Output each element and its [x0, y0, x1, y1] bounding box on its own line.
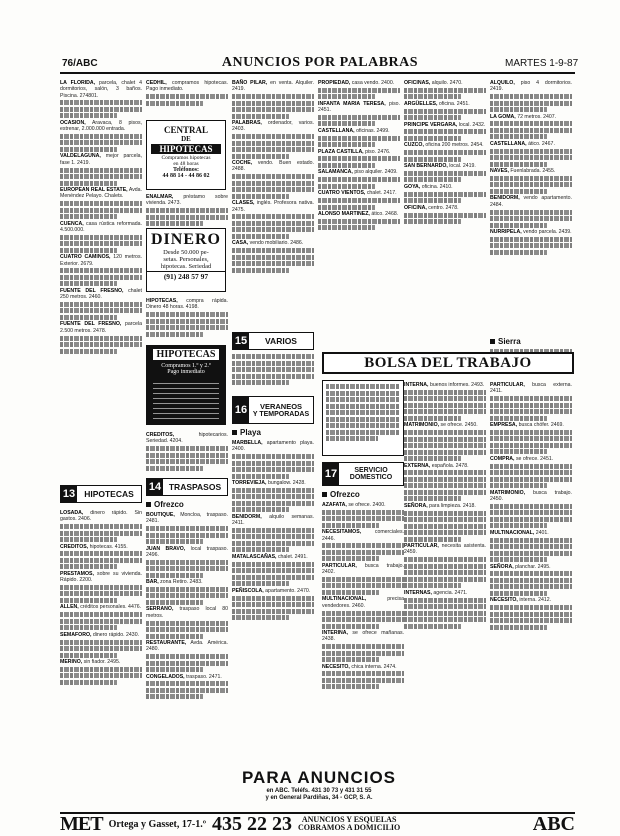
ad-body: chalet. 2491.	[277, 553, 308, 560]
column-2-top	[146, 80, 228, 107]
classified-ad	[232, 588, 314, 594]
classified-ad	[318, 169, 400, 175]
column-2-lower	[146, 512, 228, 701]
classified-ad	[60, 571, 142, 584]
subhead-sierra: Sierra	[490, 337, 521, 346]
ad-heading: PROPIEDAD,	[318, 80, 351, 86]
column-5	[404, 80, 486, 226]
ad-body: alquilo semanas. 2411.	[232, 513, 314, 527]
page-label: 76/ABC	[62, 58, 98, 69]
ad-body: 2401.	[535, 529, 549, 536]
column-4	[318, 80, 400, 232]
ad-body: apartamento. 2470.	[265, 587, 311, 594]
ad-body: vendo mobiliario. 2486.	[249, 240, 304, 247]
classified-ad	[232, 480, 314, 486]
ad-heading: SERRANO,	[146, 606, 174, 613]
classified-ad: HIPOTECAS, compra rápida. Dinero 48 horas. 4198.	[146, 298, 228, 311]
classified-ad	[60, 510, 142, 523]
classified-ad	[404, 80, 486, 86]
ad-body: Aravaca, 8 pisos, estrenar, 2.000.000 entrada.	[60, 119, 143, 133]
classified-ad	[404, 503, 486, 509]
ad-heading: OFICINAS,	[404, 80, 431, 86]
classified-ad	[232, 514, 314, 527]
ad-heading: FUENTE DEL FRESNO,	[60, 287, 124, 294]
met-address: Ortega y Gasset, 17-1.º	[108, 818, 207, 830]
box-line: Teléfonos:	[172, 167, 200, 173]
classified-ad: CEDHIL, compramos hipotecas. Pago inmediato.	[146, 80, 228, 93]
classified-ad	[322, 502, 404, 508]
classified-ad	[322, 664, 404, 670]
ad-heading: BAÑO PILAR,	[232, 80, 268, 86]
column-3-ads	[232, 80, 314, 273]
ad-body: traspaso local 80 metros.	[146, 606, 228, 619]
ad-body: dinero rápido. Sin gastos. 2406.	[60, 510, 142, 523]
classified-ad	[60, 254, 142, 267]
column-6	[490, 80, 572, 256]
ad-body: casa vendo. 2400.	[351, 80, 395, 86]
column-4-lower	[322, 502, 404, 691]
ad-body: piso 4 dormitorios. 2419.	[490, 80, 572, 93]
classified-ad	[490, 195, 572, 208]
ad-body: 120 metros. Exterior. 2679.	[60, 254, 142, 267]
classified-ad	[60, 659, 142, 665]
ad-heading: EUROPEAN REAL ESTATE,	[60, 187, 128, 194]
ad-body: agencia. 2471.	[433, 589, 468, 596]
ad-body: se ofrece. 2400.	[348, 502, 386, 508]
ad-heading: NECESITO,	[490, 597, 518, 604]
classified-ad	[404, 463, 486, 469]
classified-ad	[404, 122, 486, 128]
classified-ad	[146, 579, 228, 585]
ad-heading: CASTELLANA,	[318, 127, 355, 134]
section-label: HIPOTECAS	[84, 489, 134, 499]
column-1-lower	[60, 510, 142, 686]
dinero-phone: (91) 248 57 97	[147, 271, 225, 281]
ad-heading: BENIDORM,	[232, 513, 262, 520]
ad-body: se ofrece mañanas. 2438.	[322, 630, 404, 643]
section-servicio-domestico	[322, 462, 404, 486]
classified-ad	[318, 149, 400, 155]
section-label: Y TEMPORADAS	[252, 411, 310, 418]
ad-heading: LA GOMA,	[490, 113, 516, 120]
ad-body: vendo parcela. 2439.	[523, 229, 572, 236]
column-1	[60, 80, 142, 355]
ad-body: local. 2432.	[458, 121, 486, 128]
box-line: DE	[181, 135, 191, 143]
classified-ad: ENALMAR, préstamo sobre vivienda. 2473.	[146, 194, 228, 207]
ad-heading: PALABRAS,	[232, 120, 262, 127]
ad-heading: BAR,	[146, 579, 159, 586]
section-number: 13	[62, 488, 76, 500]
ad-heading: PARTICULAR,	[322, 562, 357, 569]
ad-body: local. 2419.	[449, 163, 476, 170]
ad-body: comerciales. 2446.	[322, 529, 404, 542]
ad-heading: NECESITAMOS,	[322, 529, 362, 536]
ad-body: planchar. 2495.	[515, 563, 551, 570]
classified-ad	[490, 530, 572, 536]
ad-box-central-hipotecas	[146, 120, 226, 190]
section-label: SERVICIO	[354, 467, 388, 474]
column-4-ads	[318, 80, 400, 230]
ad-heading: VALDELAGUNA,	[60, 153, 101, 160]
classified-ad	[146, 606, 228, 619]
hipotecas-title: HIPOTECAS	[153, 349, 219, 360]
ad-body: hipotecas. 4155.	[89, 543, 128, 550]
dinero-title: DINERO	[150, 231, 221, 248]
ad-body: interna. 2412.	[519, 597, 552, 604]
classified-ad	[146, 674, 228, 680]
section-number: 16	[233, 397, 249, 423]
met-footer-banner	[60, 812, 575, 834]
ad-heading: CUENCA,	[60, 220, 84, 227]
classified-ad	[60, 544, 142, 550]
column-2-ads-c	[146, 432, 228, 472]
ad-heading: ALQUILO,	[490, 80, 515, 86]
ad-box-dinero	[146, 228, 226, 292]
ad-heading: NURRIPELA,	[490, 229, 522, 236]
ad-body: sobre su vivienda. Rápido. 2200.	[60, 570, 142, 584]
classified-ad	[60, 632, 142, 638]
classified-ad	[490, 456, 572, 462]
ad-heading: SEÑORA,	[404, 502, 428, 509]
classified-ad	[232, 80, 314, 93]
ad-body: 72 metros. 2407.	[517, 113, 557, 120]
ad-body: en venta. Alquiler. 2419.	[232, 80, 314, 93]
section-label: TRASPASOS	[168, 482, 222, 492]
classified-ad	[318, 128, 400, 134]
ad-heading: ALLEN,	[60, 604, 79, 611]
box-line: Compramos hipotecas	[161, 155, 211, 161]
column-5-lower-ads	[404, 382, 486, 629]
ad-heading: MERINO,	[60, 659, 83, 666]
ad-body: vendo. Buen estado. 2488.	[232, 160, 314, 173]
ad-heading: LOSADA,	[60, 510, 84, 516]
section-number: 17	[323, 463, 339, 485]
classified-ad	[490, 382, 572, 395]
classified-ad	[322, 563, 404, 576]
column-5-lower	[404, 382, 486, 630]
box-line: setas. Personales,	[163, 256, 209, 263]
classified-ad	[490, 80, 572, 93]
classified-ad	[232, 120, 314, 133]
para-anuncios-line: en ABC. Teléfs. 431 30 73 y 431 31 55	[266, 788, 372, 794]
ad-heading: NECESITO,	[322, 663, 350, 670]
ad-body: alquilo. 2470.	[431, 80, 463, 86]
classified-ad	[490, 229, 572, 235]
ad-body: oficina. 2451.	[438, 100, 470, 107]
met-tagline: ANUNCIOS Y ESQUELAS	[301, 815, 397, 824]
ad-body: casa rústica reformada. 4.500.000.	[60, 220, 142, 233]
column-2-ads-b	[146, 298, 228, 338]
ad-heading: CREDITOS,	[60, 543, 89, 550]
classified-ad	[232, 440, 314, 453]
section-veraneos	[232, 396, 314, 424]
classified-ad	[60, 321, 142, 334]
ad-body: bungalow. 2428.	[267, 480, 306, 487]
classified-ad	[60, 120, 142, 133]
column-1-ads	[60, 80, 142, 354]
ad-heading: CUATRO CAMINOS,	[60, 254, 111, 261]
ad-body: chica interna. 2474.	[351, 663, 397, 670]
ad-body: ático. 2468.	[371, 211, 399, 218]
ad-body: Moncloa, traspaso. 2481.	[146, 512, 228, 525]
section-traspasos	[146, 478, 228, 496]
classified-ad	[318, 190, 400, 196]
classified-ad	[490, 597, 572, 603]
classified-ad	[60, 80, 142, 99]
classified-ad	[404, 142, 486, 148]
ad-body: busca trabajo. 2402.	[322, 562, 404, 576]
classified-ad	[404, 422, 486, 428]
ad-body: inglés. Profesora nativa. 2475.	[232, 200, 314, 213]
ad-heading: LA FLORIDA,	[60, 80, 96, 86]
ad-heading: MATRIMONIO,	[404, 422, 440, 429]
ad-body: ordenador, varios. 2403.	[232, 120, 314, 133]
para-anuncios-title: PARA ANUNCIOS	[241, 768, 397, 787]
bolsa-del-trabajo-banner: BOLSA DEL TRABAJO	[322, 352, 574, 374]
ad-body: busca chófer. 2469.	[518, 422, 564, 429]
classified-ad	[60, 153, 142, 166]
ad-heading: COMPRA,	[490, 455, 515, 462]
classified-ad	[232, 554, 314, 560]
classified-ad	[490, 490, 572, 503]
ad-heading: FUENTE DEL FRESNO,	[60, 321, 122, 328]
ad-heading: RESTAURANTE,	[146, 640, 187, 647]
column-2-mid	[146, 194, 228, 228]
para-anuncios-block	[233, 768, 405, 808]
ad-body: para limpieza. 2418.	[429, 502, 476, 509]
ad-heading: PRESTAMOS,	[60, 570, 94, 577]
ad-heading: CASA,	[232, 240, 249, 247]
section-label: VARIOS	[265, 336, 297, 346]
classified-ad: CREDITOS, hipotecarios. Seriedad. 4204.	[146, 432, 228, 445]
column-6-ads	[490, 80, 572, 255]
ad-heading: MULTINACIONAL,	[322, 596, 367, 603]
ad-body: créditos personales. 4476.	[80, 604, 142, 611]
ad-heading: TORREVIEJA,	[232, 480, 267, 487]
ad-body: oficina. 2410.	[421, 183, 453, 190]
ad-heading: GOYA,	[404, 183, 421, 190]
ad-heading: ARGÜELLES,	[404, 100, 438, 107]
classified-ad	[490, 564, 572, 570]
ad-body: se ofrece. 2451.	[515, 455, 554, 462]
ad-heading: MULTINACIONAL,	[490, 529, 535, 536]
ad-heading: PEÑISCOLA,	[232, 587, 264, 594]
classified-ad	[404, 590, 486, 596]
section-varios	[232, 332, 314, 350]
ad-body: parcela, chalet 4 dormitorios, salón, 3 baños. Piscina. 274801.	[60, 80, 142, 99]
ad-heading: SAN BERNARDO,	[404, 163, 448, 170]
ad-heading: OCASION,	[60, 119, 86, 126]
column-2-lower-ads	[146, 512, 228, 699]
classified-ad	[404, 543, 486, 556]
classified-ad	[60, 187, 142, 200]
classified-ad	[232, 200, 314, 213]
section-hipotecas	[60, 485, 142, 503]
classified-ad	[232, 160, 314, 173]
ad-heading: INTERNA,	[404, 382, 429, 388]
box-line: Compramos 1.º y 2.º	[161, 363, 211, 369]
para-anuncios-line: y en General Pardiñas, 34 - GCP, S. A.	[265, 795, 373, 801]
ad-body: Avda. América. 2480.	[146, 640, 228, 653]
column-5-ads	[404, 80, 486, 224]
ad-heading: ALONSO MARTINEZ,	[318, 211, 370, 218]
ad-body: apartamento playa. 2400.	[232, 440, 314, 453]
ad-heading: CASTELLANA,	[490, 140, 527, 147]
classified-ad	[404, 101, 486, 107]
header-rule	[60, 72, 575, 74]
classified-ad	[146, 546, 228, 559]
classified-ad	[318, 101, 400, 114]
classified-ad	[146, 512, 228, 525]
box-line: CENTRAL	[163, 125, 208, 135]
ad-box-bolsa-info	[322, 380, 404, 456]
column-3	[232, 80, 314, 274]
column-6-lower	[490, 382, 572, 631]
column-3-lower-ads	[232, 440, 314, 620]
met-logo: MET	[60, 812, 103, 835]
ad-heading: INFANTA MARIA TERESA,	[318, 100, 386, 107]
ad-body: oficina 200 metros. 2454.	[425, 142, 484, 149]
ad-body: Fuenlabrada. 2455.	[510, 168, 556, 175]
ad-heading: MATALASCAÑAS,	[232, 553, 277, 560]
classified-ad	[490, 141, 572, 147]
ad-heading: EMPRESA,	[490, 422, 518, 429]
ad-body: piso alquiler. 2409.	[354, 169, 398, 176]
box-line: hipotecas. Seriedad	[160, 263, 212, 270]
classified-ad	[490, 114, 572, 120]
section-number: 15	[234, 335, 248, 347]
ad-heading: CONGELADOS,	[146, 673, 185, 680]
column-3-mid	[232, 354, 314, 387]
ad-heading: JUAN BRAVO,	[146, 545, 186, 552]
ad-body: parcela 2.500 metros. 2478.	[60, 321, 142, 334]
ad-heading: MARBELLA,	[232, 440, 263, 446]
ad-heading: PARTICULAR,	[404, 543, 439, 550]
section-label: VERANEOS	[259, 402, 303, 411]
ad-heading: SEMAFORO,	[60, 631, 92, 638]
met-tagline: COBRAMOS A DOMICILIO	[298, 823, 401, 832]
ad-body: piso. 2476.	[365, 148, 391, 155]
ad-body: busca externa. 2411.	[490, 382, 572, 395]
ad-body: chalet. 2417.	[366, 190, 397, 197]
classified-ad	[60, 288, 142, 301]
ad-body: piso. 2451.	[318, 100, 400, 114]
classified-ad	[404, 184, 486, 190]
classified-ad	[318, 80, 400, 86]
classified-ad	[232, 240, 314, 246]
ad-body: traspaso. 2471.	[186, 673, 222, 680]
classified-ad	[322, 630, 404, 643]
classified-ad	[318, 211, 400, 217]
ad-body: local traspaso. 2496.	[146, 545, 228, 558]
ad-box-hipotecas	[146, 345, 226, 425]
ad-body: vendo apartamento. 2484.	[490, 195, 572, 208]
subhead-ofrezco: Ofrezco	[146, 500, 184, 509]
ad-heading: PRINCIPE VERGARA,	[404, 121, 458, 128]
ad-body: sin fiador. 2495.	[83, 659, 121, 666]
ad-heading: EXTERNA,	[404, 462, 431, 469]
ad-body: se ofrece. 2450.	[440, 422, 478, 429]
ad-heading: PARTICULAR,	[490, 382, 525, 388]
ad-heading: PLAZA CASTILLA,	[318, 148, 364, 155]
ad-heading: SEÑORA,	[490, 563, 514, 570]
page-date: MARTES 1-9-87	[505, 58, 579, 69]
ad-body: dinero rápido. 2430.	[92, 631, 140, 638]
met-phone: 435 22 23	[212, 812, 293, 835]
box-line: 44 88 14 - 44 86 02	[162, 173, 210, 179]
ad-heading: MATRIMONIO,	[490, 489, 526, 496]
box-line: HIPOTECAS	[151, 144, 221, 154]
section-number: 14	[148, 481, 162, 493]
column-1-lower-ads	[60, 510, 142, 685]
ad-body: zona Retiro. 2483.	[160, 579, 203, 586]
ad-body: oficinas. 2499.	[356, 127, 390, 134]
classified-ad	[146, 640, 228, 653]
ad-heading: AZAFATA,	[322, 502, 347, 508]
ad-heading: CUATRO VIENTOS,	[318, 190, 366, 197]
column-3-lower	[232, 440, 314, 622]
ad-body: Avda. Menéndez Pelayo. Chalets.	[60, 187, 142, 200]
ad-heading: SALAMANCA,	[318, 169, 353, 176]
ad-heading: COCHE,	[232, 160, 253, 167]
column-6-lower-ads	[490, 382, 572, 630]
classified-ad	[60, 604, 142, 610]
abc-logo: ABC	[532, 812, 575, 835]
classified-ad	[322, 596, 404, 609]
ad-heading: OFICINA,	[404, 204, 427, 211]
classified-ad	[490, 168, 572, 174]
ad-body: mejor parcela, fase 1. 2419.	[60, 153, 142, 166]
classified-ad	[490, 422, 572, 428]
ad-heading: BOUTIQUE,	[146, 512, 175, 518]
ad-body: busca trabajo. 2450.	[490, 489, 572, 502]
classified-ad	[404, 382, 486, 388]
classified-ad	[60, 221, 142, 234]
classified-ad	[322, 529, 404, 542]
ad-heading: INTERNAS,	[404, 589, 432, 596]
ad-body: centro. 2478.	[428, 204, 459, 211]
subhead-playa: Playa	[232, 428, 261, 437]
classified-ad	[404, 205, 486, 211]
ad-heading: CLASES,	[232, 200, 255, 207]
classified-ad	[404, 163, 486, 169]
ad-heading: INTERINA,	[322, 630, 348, 637]
ad-body: necesita asistenta. 2459.	[404, 543, 486, 556]
ad-body: buenos informes. 2493.	[429, 382, 485, 388]
section-label: DOMESTICO	[349, 474, 393, 481]
ad-heading: BENIDORM,	[490, 195, 520, 202]
box-line: Desde 50.000 pe-	[163, 249, 209, 256]
box-line: Pago inmediato	[167, 369, 205, 375]
box-line: en 48 horas	[173, 161, 199, 167]
ad-body: española. 2478.	[431, 462, 469, 469]
ad-heading: CUZCO,	[404, 142, 424, 149]
ad-body: ático. 2467.	[528, 140, 555, 147]
ad-body: chalet 250 metros. 2460.	[60, 287, 142, 301]
ad-heading: NAVES,	[490, 168, 509, 175]
page-title: ANUNCIOS POR PALABRAS	[221, 55, 419, 70]
column-4-lower-ads	[322, 502, 404, 689]
ad-body: precisa vendedores. 2460.	[322, 596, 404, 609]
subhead-ofrezco-2: Ofrezco	[322, 490, 360, 499]
